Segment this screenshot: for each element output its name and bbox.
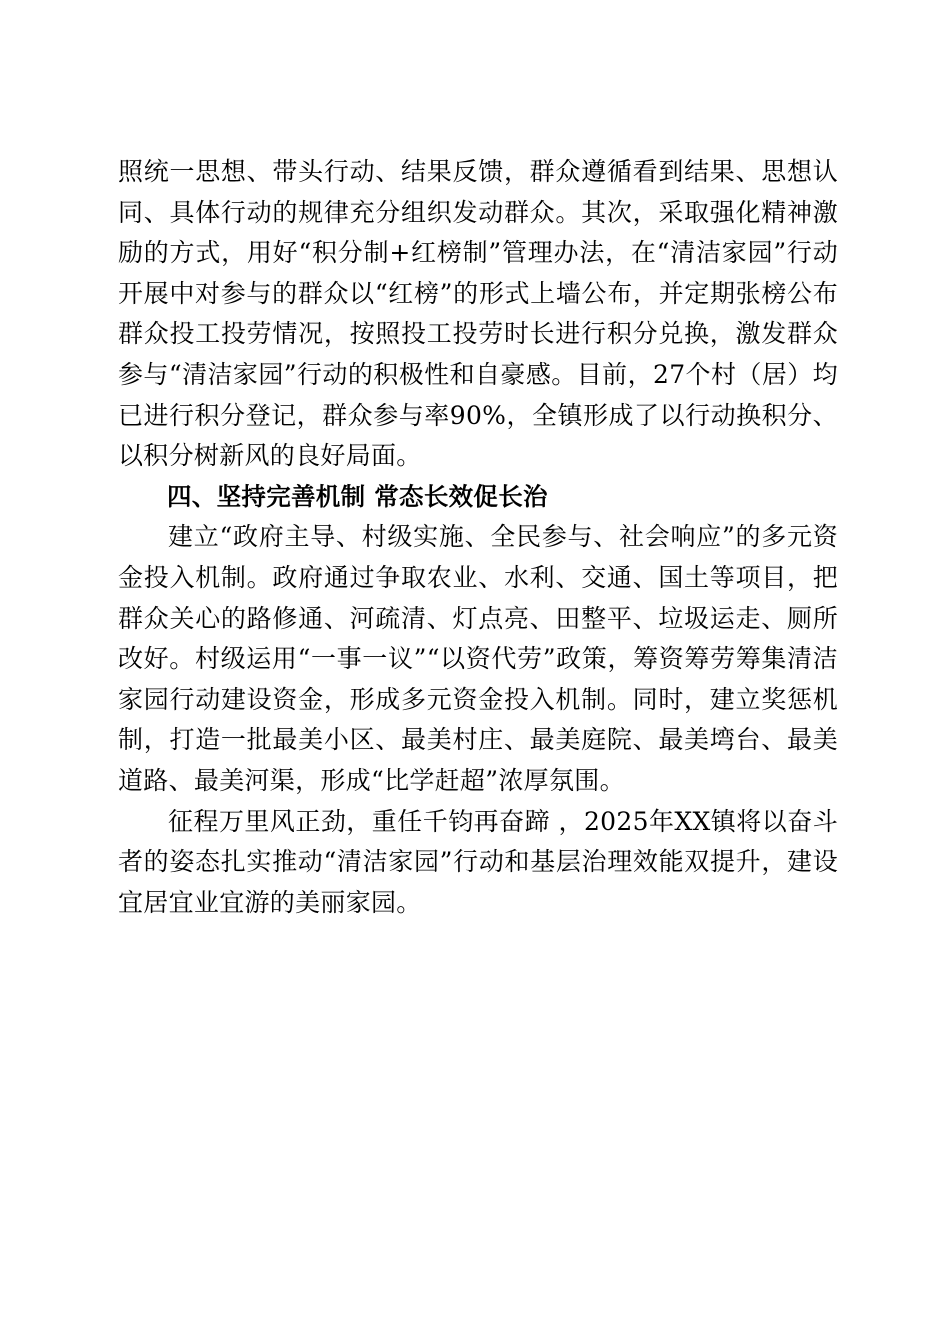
document-body (118, 152, 838, 923)
section-heading: 四、坚持完善机制 常态长效促长治 (167, 481, 548, 511)
body-paragraph-2: 建立“政府主导、村级实施、全民参与、社会响应”的多元资金投入机制。政府通过争取农业、水利、交通、国土等项目，把群众关心的路修通、河疏清、灯点亮、田整平、垃圾运走、厕所改好。村级运用“一事一议”“以资代劳”政策，筹资筹劳筹集清洁家园行动建设资金，形成多元资金投入机制。同时，建立奖惩机制，打造一批最美小区、最美村庄、最美庭院、最美塆台、最美道路、最美河渠，形成“比学赶超”浓厚氛围。 (118, 522, 838, 795)
body-paragraph-1: 照统一思想、带头行动、结果反馈，群众遵循看到结果、思想认同、具体行动的规律充分组织发动群众。其次，采取强化精神激励的方式，用好“积分制+红榜制”管理办法，在“清洁家园”行动开展中对参与的群众以“红榜”的形式上墙公布，并定期张榜公布群众投工投劳情况，按照投工投劳时长进行积分兑换，激发群众参与“清洁家园”行动的积极性和自豪感。目前，27个村（居）均已进行积分登记，群众参与率90%，全镇形成了以行动换积分、以积分树新风的良好局面。 (118, 157, 838, 471)
body-paragraph-3: 征程万里风正劲，重任千钧再奋蹄 ，2025年XX镇将以奋斗者的姿态扎实推动“清洁家园”行动和基层治理效能双提升，建设宜居宜业宜游的美丽家园。 (118, 806, 838, 917)
